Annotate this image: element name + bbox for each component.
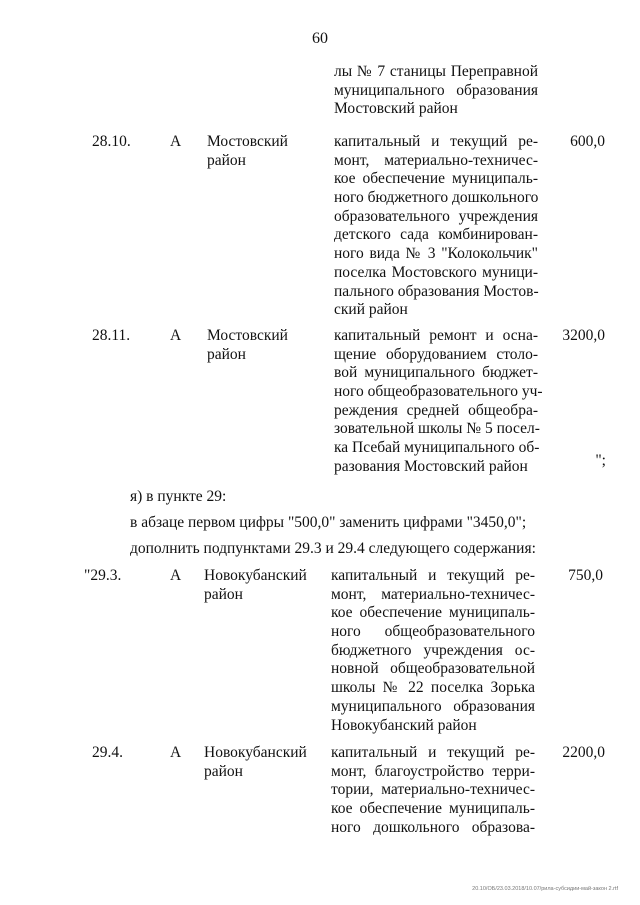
desc-line: муниципального образования [334, 81, 538, 99]
item-number: 28.11. [92, 327, 131, 344]
item-district [207, 133, 317, 170]
desc-line: Новокубанский район [331, 716, 477, 734]
desc-line: капитальный ремонт и осна- [334, 327, 538, 344]
item-amount: 750,0 [568, 567, 603, 584]
desc-line: ного общеобразовательного уч- [334, 383, 543, 401]
desc-line: ного вида № 3 "Колокольчик" [334, 245, 538, 263]
desc-line: поселка Мостовского муници- [334, 263, 538, 281]
desc-line: ного общеобразовательного [331, 623, 535, 641]
desc-line: реждения средней общеобра- [334, 401, 538, 419]
page-number: 60 [312, 30, 328, 47]
item-description [331, 744, 535, 837]
continuation-description [334, 63, 538, 119]
district-line: район [207, 345, 246, 363]
desc-line: бюджетного учреждения ос- [331, 641, 535, 659]
item-description [334, 327, 543, 477]
item-number: "29.3. [84, 567, 122, 584]
desc-line: капитальный и текущий ре- [334, 133, 538, 150]
item-district [207, 327, 317, 364]
district-line: Мостовский [207, 133, 288, 150]
district-line: район [204, 585, 243, 603]
desc-line: детского сада комбинирован- [334, 226, 538, 244]
closing-quote: "; [595, 452, 606, 469]
desc-line: капитальный и текущий ре- [331, 744, 535, 761]
desc-line: пального образования Мостов- [334, 282, 539, 300]
district-line: Мостовский [207, 327, 288, 344]
desc-line: монт, благоустройство терри- [331, 762, 535, 780]
desc-line: муниципального образования [331, 697, 535, 715]
paragraph: в абзаце первом цифры "500,0" заменить цифрами "3450,0"; [130, 514, 527, 531]
desc-line: школы № 22 поселка Зорька [331, 679, 535, 697]
item-amount: 2200,0 [562, 744, 605, 761]
desc-line: Мостовский район [334, 100, 458, 118]
desc-line: ка Псебай муниципального об- [334, 439, 540, 457]
district-line: район [207, 151, 246, 169]
desc-line: монт, материально-техничес- [334, 151, 538, 169]
desc-line: кое обеспечение муниципаль- [331, 800, 535, 818]
desc-line: монт, материально-техничес- [331, 585, 535, 603]
item-amount: 600,0 [570, 133, 605, 150]
item-description [334, 133, 538, 320]
desc-line: зовательной школы № 5 посел- [334, 420, 540, 438]
item-district [204, 567, 314, 604]
desc-line: вой муниципального бюджет- [334, 364, 538, 382]
desc-line: ский район [334, 301, 408, 319]
item-category: А [170, 133, 182, 150]
paragraph: я) в пункте 29: [130, 488, 227, 505]
district-line: Новокубанский [204, 744, 307, 761]
desc-line: ного бюджетного дошкольного [334, 189, 539, 207]
desc-line: ного дошкольного образова- [331, 818, 535, 836]
item-number: 29.4. [92, 744, 123, 761]
item-category: А [170, 567, 182, 584]
item-category: А [170, 744, 182, 761]
desc-line: тории, материально-техничес- [331, 781, 535, 799]
desc-line: капитальный и текущий ре- [331, 567, 535, 584]
item-number: 28.10. [92, 133, 131, 150]
desc-line: лы № 7 станицы Переправной [334, 63, 538, 80]
district-line: район [204, 762, 243, 780]
desc-line: разования Мостовский район [334, 457, 528, 475]
paragraph: дополнить подпунктами 29.3 и 29.4 следующего содержания: [130, 540, 536, 557]
item-amount: 3200,0 [562, 327, 605, 344]
district-line: Новокубанский [204, 567, 307, 584]
item-district [204, 744, 314, 781]
desc-line: новной общеобразовательной [331, 660, 535, 678]
footer-file-code: 20.10/ОБ/23.03.2018/10.07/рила-субсидии-май-закон 2.rtf [472, 886, 618, 892]
item-description [331, 567, 535, 735]
desc-line: кое обеспечение муниципаль- [331, 604, 535, 622]
desc-line: щение оборудованием столо- [334, 345, 538, 363]
item-category: А [170, 327, 182, 344]
desc-line: образовательного учреждения [334, 207, 538, 225]
desc-line: кое обеспечение муниципаль- [334, 170, 538, 188]
